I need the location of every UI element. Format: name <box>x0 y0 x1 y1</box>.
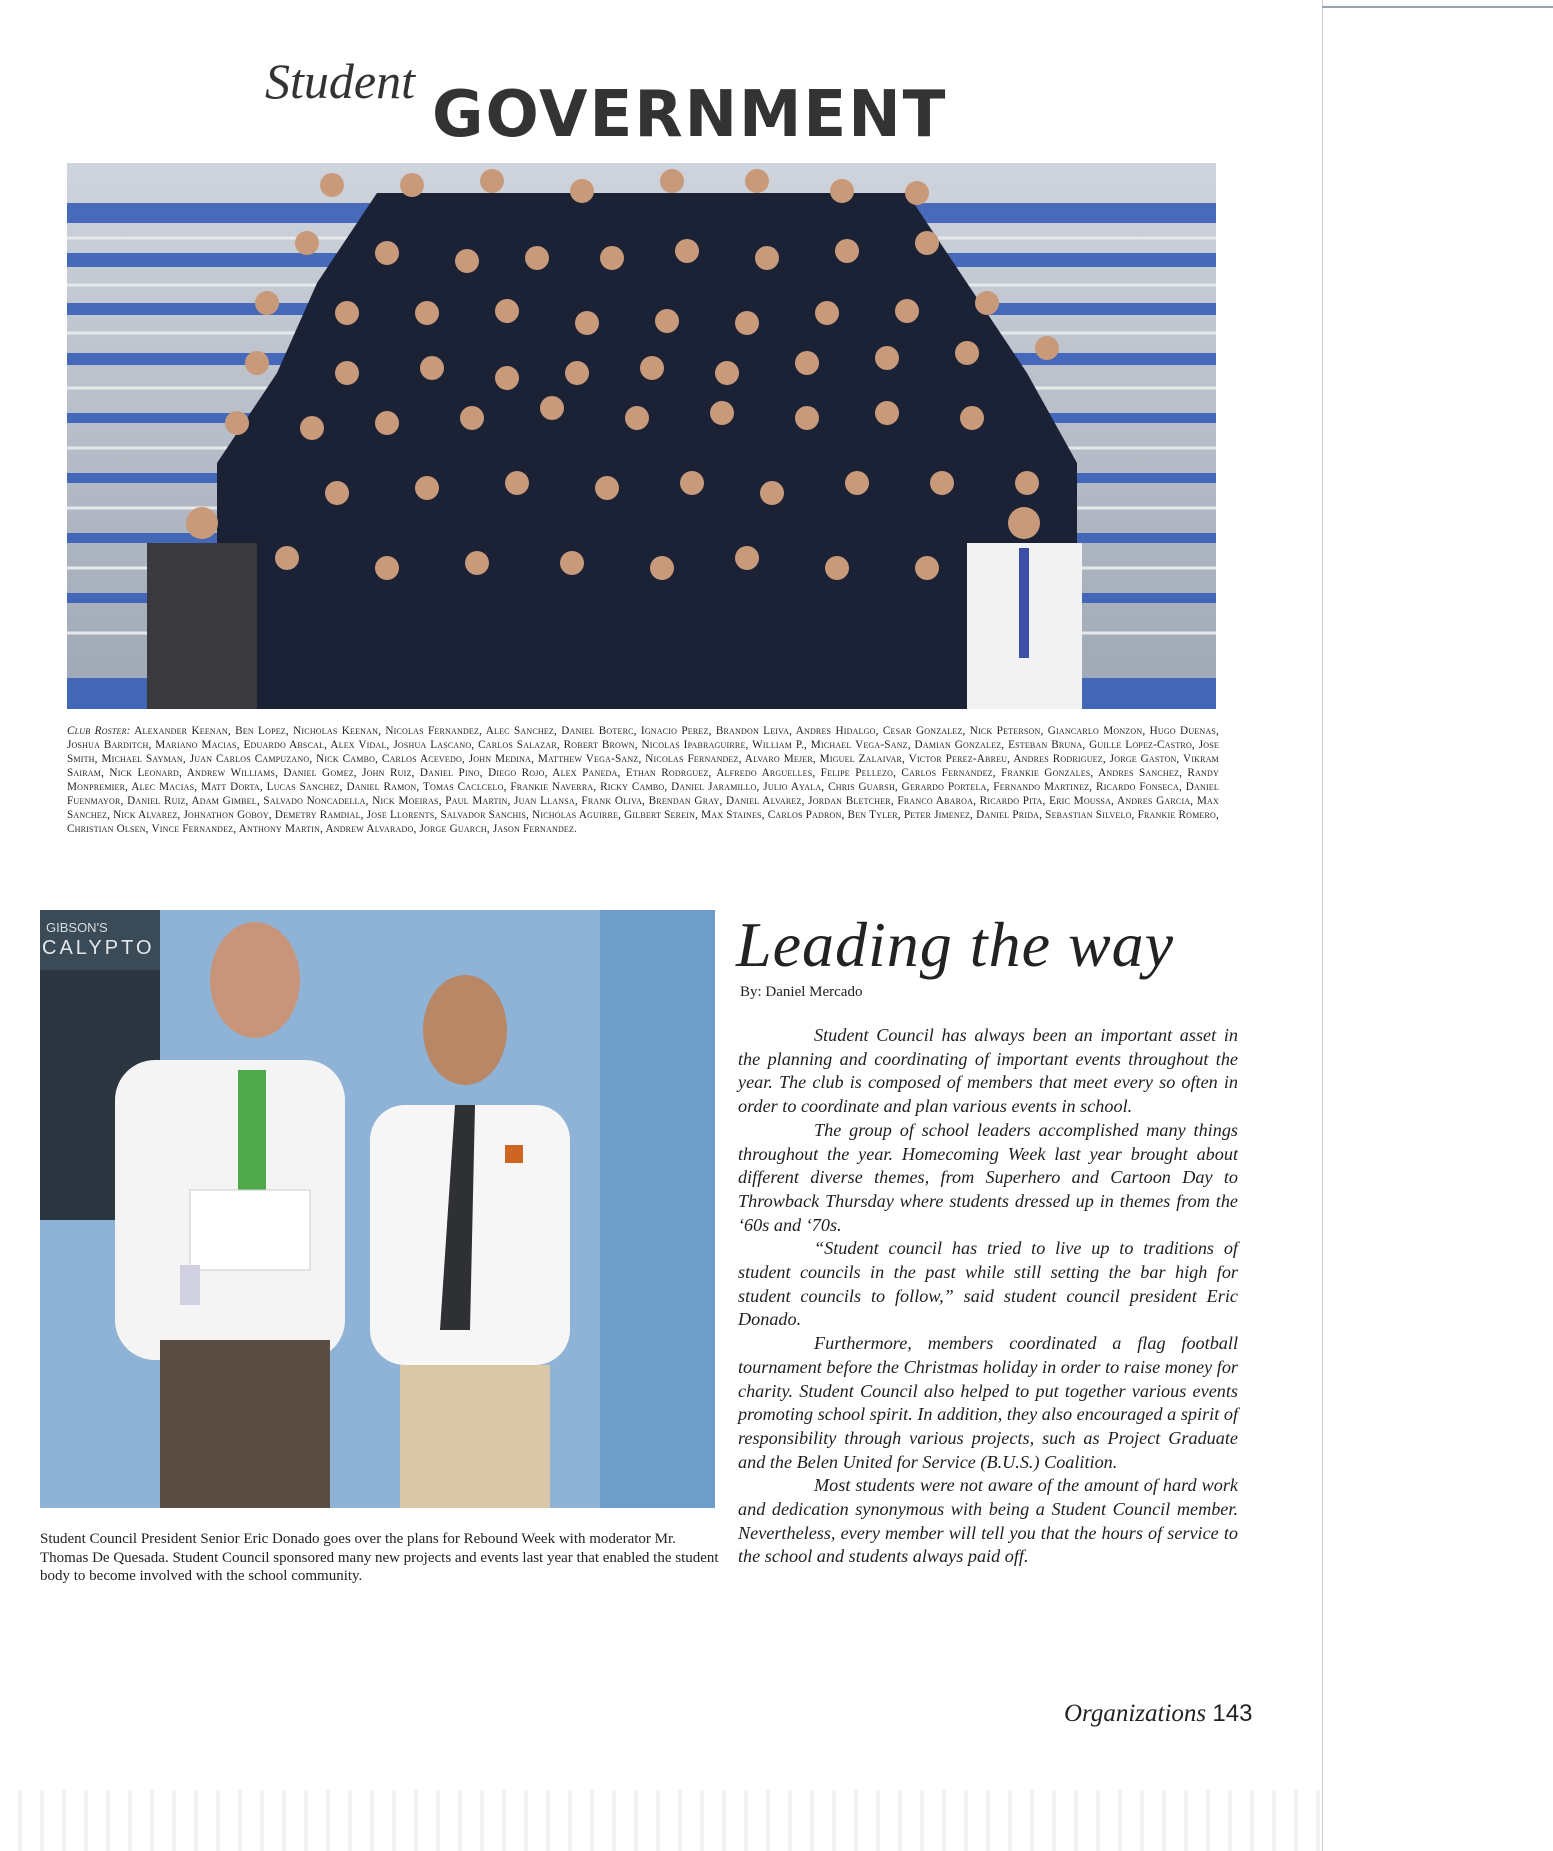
article-paragraph: Furthermore, members coordinated a flag football tournament before the Christmas holiday in order to raise money for charity. Student Council also helped to put together various events promoting school spirit. In addition, they also encouraged a spirit of responsibility through various projects, such as Project Graduate and the Belen United for Service (B.U.S.) Coalition. <box>738 1333 1238 1472</box>
scan-artifact <box>0 1790 1320 1851</box>
page-number: 143 <box>1212 1700 1253 1727</box>
article-paragraph: The group of school leaders accomplished many things throughout the year. Homecoming Week last year brought about different diverse themes, from Superhero and Cartoon Day to Throwback Thursday where students dressed up in themes from the ‘60s and ‘70s. <box>738 1119 1238 1235</box>
article-body <box>738 1024 1238 1569</box>
page-edge <box>1322 0 1323 1851</box>
article-paragraph: Most students were not aware of the amount of hard work and dedication synonymous with being a Student Council member. Nevertheless, every member will tell you that the hours of service to the school and students always paid off. <box>738 1475 1238 1567</box>
article-title: Leading the way <box>736 909 1175 980</box>
action-photo <box>40 910 715 1508</box>
page-folio <box>1064 1700 1252 1728</box>
folio-section: Organizations <box>1064 1700 1207 1727</box>
poster-text-2: CALYPTO <box>42 937 155 959</box>
photo-caption: Student Council President Senior Eric Donado goes over the plans for Rebound Week with moderator Mr. Thomas De Quesada. Student Council sponsored many new projects and events last year that enabled the student body to become involved with the school community. <box>40 1531 719 1584</box>
article-paragraph: Student Council has always been an important asset in the planning and coordinating of important events throughout the year. The club is composed of members that meet every so often in order to coordinate and plan various events in school. <box>738 1025 1238 1117</box>
group-photo-image <box>67 163 1216 709</box>
poster-text-1: GIBSON'S <box>46 920 108 935</box>
action-photo-image <box>40 910 715 1508</box>
group-photo <box>67 163 1216 709</box>
article-paragraph: “Student council has tried to live up to traditions of student councils in the past while still setting the bar high for student councils to follow,” said student council president Eric Donado. <box>738 1238 1238 1330</box>
section-title-block: GOVERNMENT <box>432 78 948 152</box>
article-byline: By: Daniel Mercado <box>740 984 863 1000</box>
club-roster-caption <box>67 724 1219 836</box>
page-edge-top <box>1322 6 1553 8</box>
roster-names: Alexander Keenan, Ben Lopez, Nicholas Keenan, Nicolas Fernandez, Alec Sanchez, Daniel Boterc, Ignacio Perez, Brandon Leiva, Andres Hidalgo, Cesar Gonzalez, Nick Peterson, Giancarlo Monzon, Hugo Duenas, Joshua Barditch, Mariano Macias, Eduardo Abscal, Alex Vidal, Joshua Lascano, Carlos Salazar, Robert Brown, Nicolas Ipabraguirre, William P., Michael Vega-Sanz, Damian Gonzalez, Esteban Bruna, Guille Lopez-Castro, Jose Smith, Michael Sayman, Juan Carlos Campuzano, Nick Cambo, Carlos Acevedo, John Medina, Matthew Vega-Sanz, Nicolas Fernandez, Alvaro Mejer, Miguel Zalaivar, Victor Perez-Abreu, Andres Rodriguez, Jorge Gaston, Vikram Sairam, Nick Leonard, Andrew Williams, Daniel Gomez, John Ruiz, Daniel Pino, Diego Rojo, Alex Paneda, Ethan Rodrguez, Alfredo Arguelles, Felipe Pellezo, Carlos Fernandez, Frankie Gonzales, Andres Sanchez, Randy Monpremier, Alec Macias, Matt Dorta, Lucas Sanchez, Daniel Ramon, Tomas Caclcelo, Frankie Naverra, Ricky Cambo, Daniel Jaramillo, Julio Ayala, Chris Guarsh, Gerardo Portela, Fernando Martinez, Ricardo Fonseca, Daniel Fuenmayor, Daniel Ruiz, Adam Gimbel, Salvado Noncadella, Nick Moeiras, Paul Martin, Juan Llansa, Frank Oliva, Brendan Gray, Daniel Alvarez, Jordan Bletcher, Franco Abaroa, Ricardo Pita, Eric Moussa, Andres Garcia, Max Sanchez, Nick Alvarez, Johnathon Goboy, Demetry Ramdial, Jose Llorents, Salvador Sanchis, Nicholas Aguirre, Gilbert Serein, Max Staines, Carlos Padron, Ben Tyler, Peter Jimenez, Daniel Prida, Sebastian Silvelo, Frankie Romero, Christian Olsen, Vince Fernandez, Anthony Martin, Andrew Alvarado, Jorge Guarch, Jason Fernandez. <box>67 725 1219 835</box>
section-title-script: Student <box>265 53 415 109</box>
roster-label: Club Roster: <box>67 725 131 737</box>
